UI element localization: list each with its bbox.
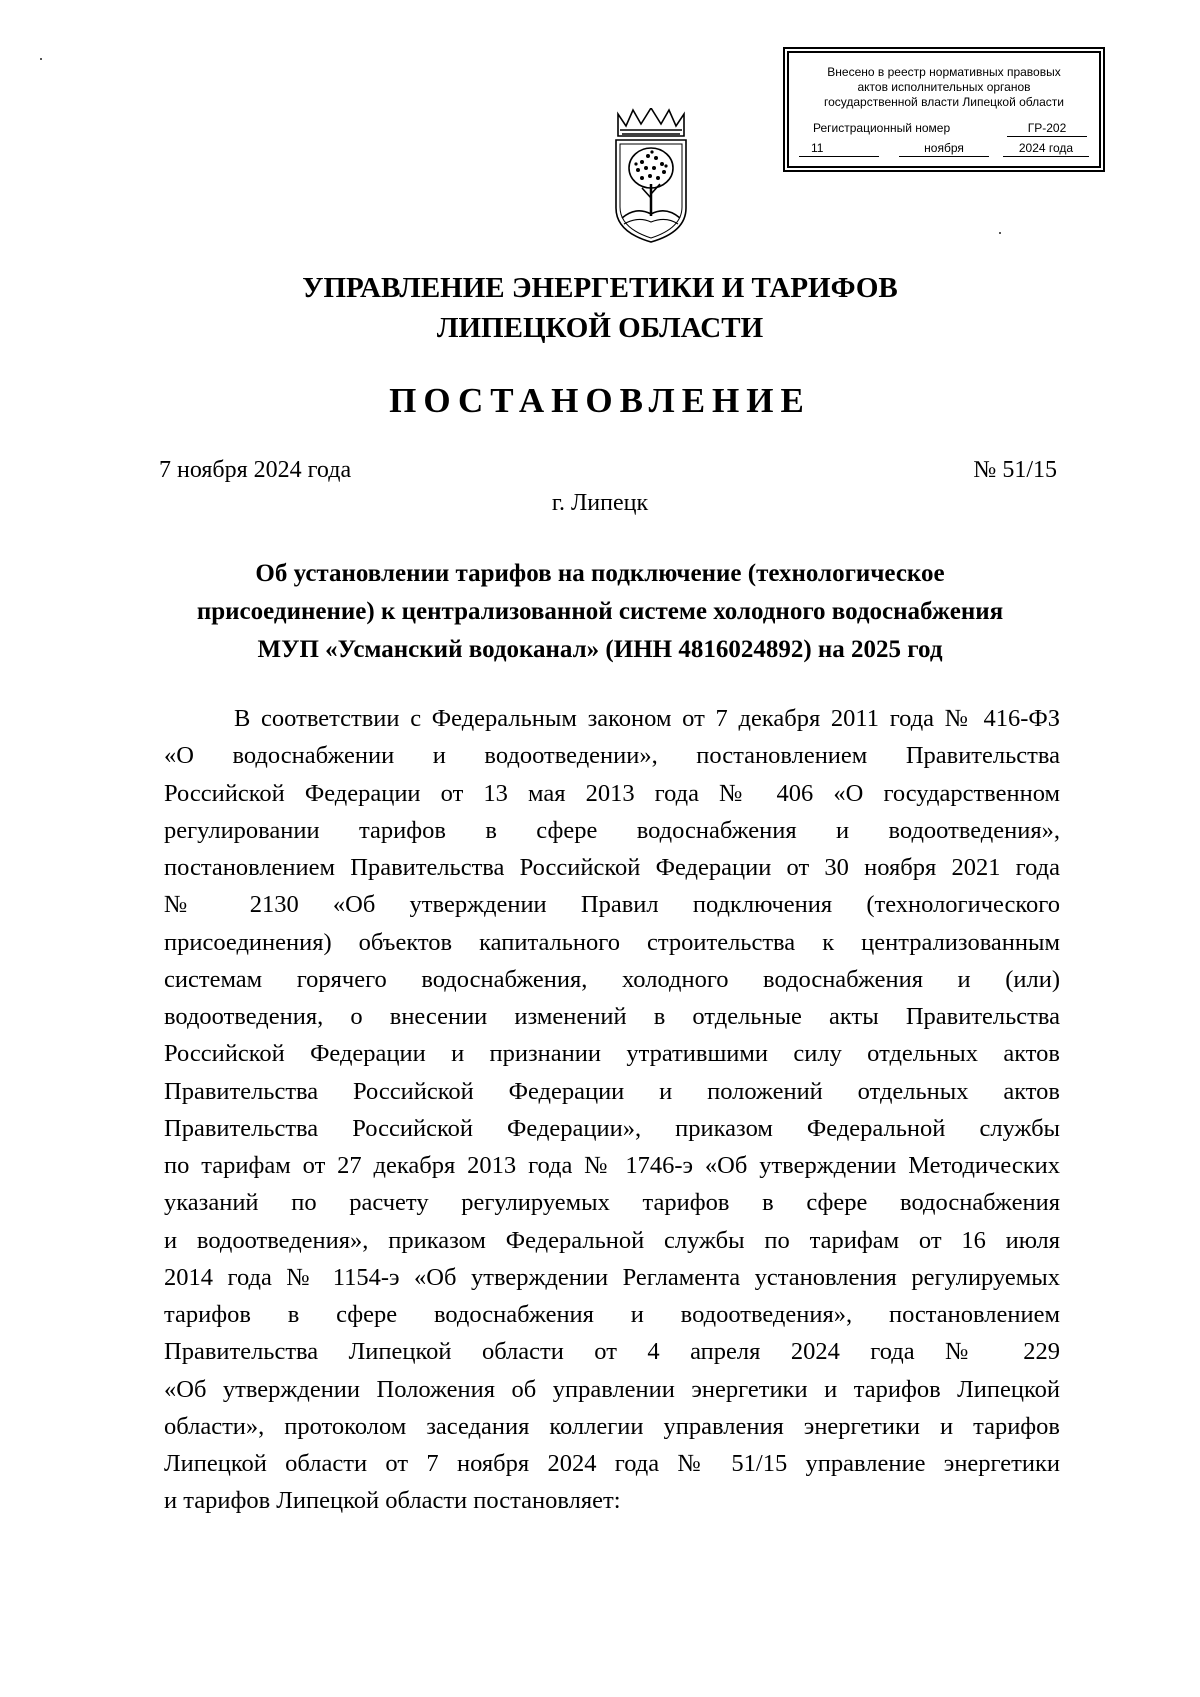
registry-year: 2024 года (1003, 141, 1089, 157)
body-line: регулировании тарифов в сфере водоснабжения и водоотведения», (164, 816, 1060, 844)
body-line: водоотведения, о внесении изменений в отдельные акты Правительства (164, 1003, 1060, 1030)
document-type: ПОСТАНОВЛЕНИЕ (389, 381, 811, 420)
registry-stamp (783, 47, 1105, 172)
scan-artifact-dot (999, 232, 1001, 234)
body-line: тарифов в сфере водоснабжения и водоотведения», постановлением (164, 1301, 1060, 1328)
subject-line: МУП «Усманский водоканал» (ИНН 4816024892) на 2025 год (257, 636, 943, 663)
body-line: Российской Федерации от 13 мая 2013 года № 406 «О государственном (164, 779, 1060, 807)
body-line: Правительства Российской Федерации и положений отдельных актов (164, 1077, 1060, 1105)
registry-month: ноября (899, 141, 989, 157)
body-line: № 2130 «Об утверждении Правил подключения (технологического (164, 891, 1060, 919)
body-line: Липецкой области от 7 ноября 2024 года № 51/15 управление энергетики (164, 1450, 1060, 1477)
body-line: В соответствии с Федеральным законом от 7 декабря 2011 года № 416-ФЗ (234, 705, 1060, 732)
coat-of-arms-icon (608, 108, 694, 244)
body-line: системам горячего водоснабжения, холодного водоснабжения и (или) (164, 965, 1060, 993)
registry-stamp-line-3: государственной власти Липецкой области (823, 95, 1065, 109)
body-line: указаний по расчету регулируемых тарифов в сфере водоснабжения (164, 1189, 1060, 1217)
body-line: «О водоснабжении и водоотведении», постановлением Правительства (164, 742, 1060, 770)
body-line: 2014 года № 1154-э «Об утверждении Регламента установления регулируемых (164, 1263, 1060, 1291)
scan-artifact-dot (40, 58, 42, 60)
registry-number-value: ГР-202 (1007, 121, 1087, 137)
body-line: Правительства Российской Федерации», приказом Федеральной службы (164, 1114, 1060, 1142)
registry-day: 11 (799, 141, 879, 157)
body-line: и тарифов Липецкой области постановляет: (164, 1487, 621, 1515)
body-line: Правительства Липецкой области от 4 апреля 2024 года № 229 (164, 1338, 1060, 1366)
registry-number-label: Регистрационный номер (813, 121, 951, 135)
body-line: области», протоколом заседания коллегии управления энергетики и тарифов (164, 1412, 1060, 1440)
organization-title-line-2: ЛИПЕЦКОЙ ОБЛАСТИ (436, 312, 764, 344)
organization-title-line-1: УПРАВЛЕНИЕ ЭНЕРГЕТИКИ И ТАРИФОВ (302, 272, 898, 304)
organization-title (0, 268, 1200, 348)
document-city: г. Липецк (551, 490, 649, 516)
registry-stamp-line-2: актов исполнительных органов (857, 80, 1031, 94)
registry-stamp-line-1: Внесено в реестр нормативных правовых (827, 65, 1061, 79)
body-line: присоединения) объектов капитального строительства к централизованным (164, 928, 1060, 956)
subject-line: присоединение) к централизованной системе холодного водоснабжения (196, 598, 1004, 625)
preamble-paragraph (164, 700, 1060, 1520)
body-line: и водоотведения», приказом Федеральной службы по тарифам от 16 июля (164, 1226, 1060, 1254)
body-line: постановлением Правительства Российской Федерации от 30 ноября 2021 года (164, 854, 1060, 881)
subject-line: Об установлении тарифов на подключение (технологическое (255, 560, 945, 587)
body-line: Российской Федерации и признании утратившими силу отдельных актов (164, 1040, 1060, 1068)
body-line: по тарифам от 27 декабря 2013 года № 1746-э «Об утверждении Методических (164, 1152, 1060, 1179)
registry-stamp-inner (787, 51, 1101, 168)
document-number: № 51/15 (973, 457, 1057, 483)
body-line: «Об утверждении Положения об управлении энергетики и тарифов Липецкой (164, 1375, 1060, 1403)
document-subject (160, 555, 1040, 669)
document-date: 7 ноября 2024 года (159, 457, 352, 483)
